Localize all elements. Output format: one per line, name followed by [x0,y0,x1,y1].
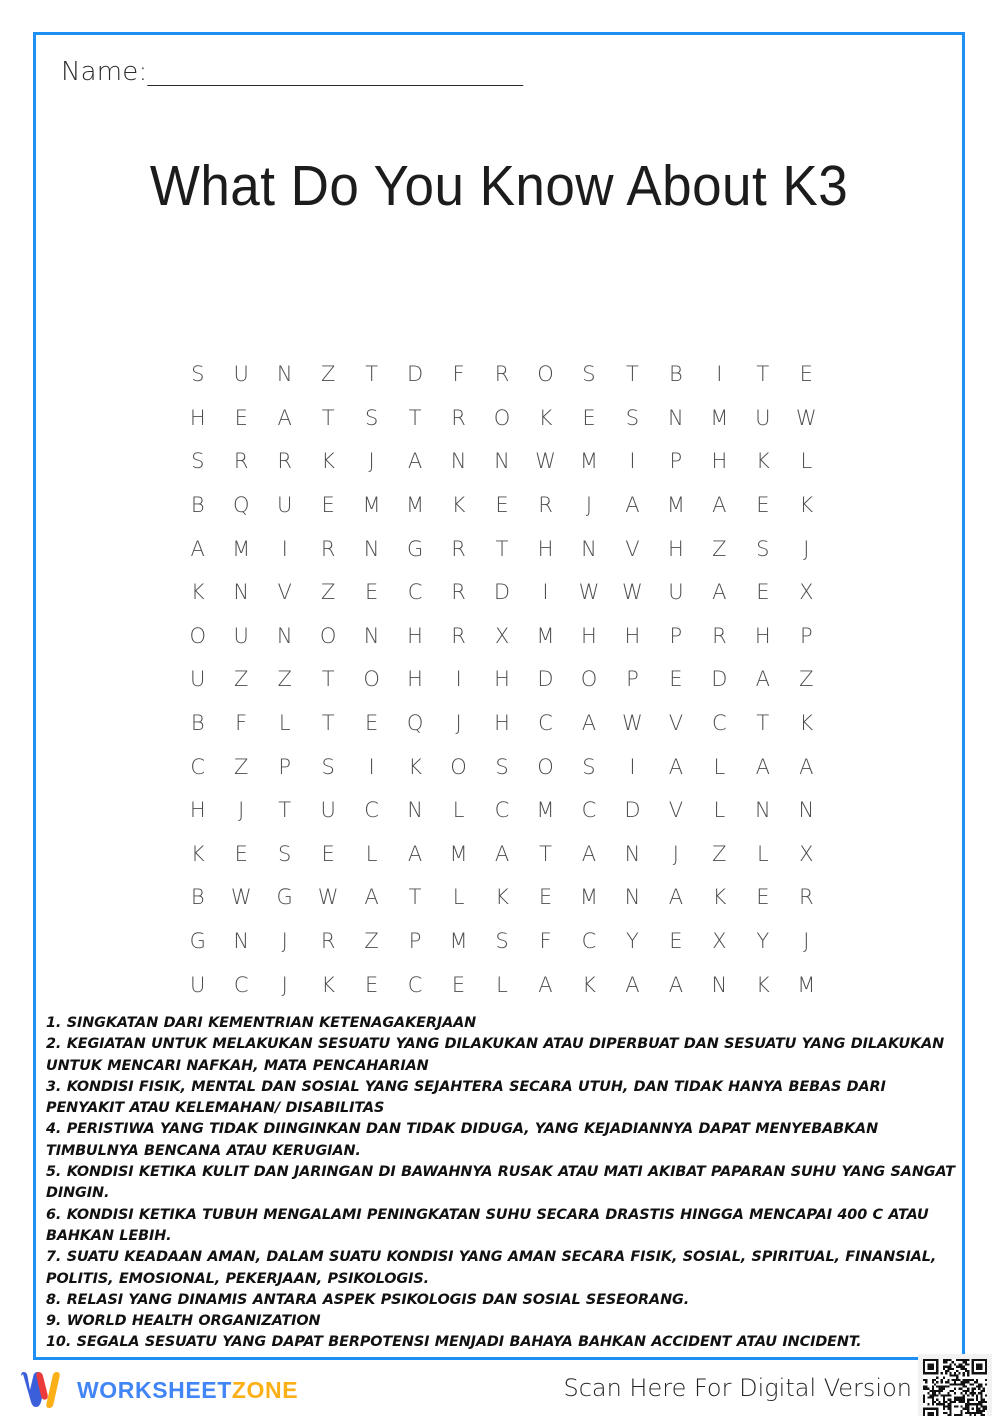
wordsearch-cell[interactable]: Z [234,754,249,779]
name-field-row [61,57,522,87]
wordsearch-cell[interactable]: A [581,841,597,866]
wordsearch-row [176,920,828,964]
wordsearch-cell[interactable]: I [542,580,549,605]
wordsearch-cell[interactable]: C [581,929,597,954]
wordsearch-cell[interactable]: K [495,885,509,910]
wordsearch-cell[interactable]: T [495,536,509,561]
wordsearch-cell[interactable]: S [495,929,509,954]
wordsearch-cell[interactable]: W [795,405,817,430]
wordsearch-cell[interactable]: X [712,929,727,954]
wordsearch-cell[interactable]: Y [626,929,639,954]
wordsearch-cell[interactable]: A [668,754,684,779]
wordsearch-row [176,702,828,746]
wordsearch-cell[interactable]: A [625,493,640,518]
wordsearch-cell[interactable]: U [320,798,336,823]
wordsearch-cell[interactable]: R [494,362,510,387]
wordsearch-cell[interactable]: O [537,754,554,779]
wordsearch-cell[interactable]: E [234,405,248,430]
wordsearch-cell[interactable]: S [321,754,335,779]
wordsearch-cell[interactable]: R [451,536,466,561]
wordsearch-cell[interactable]: U [190,667,206,692]
wordsearch-cell[interactable]: C [407,972,423,997]
wordsearch-cell[interactable]: O [537,362,554,387]
wordsearch-cell[interactable]: H [667,536,684,561]
wordsearch-cell[interactable]: C [712,711,727,736]
page-title: What Do You Know About K3 [149,154,849,218]
wordsearch-cell[interactable]: N [798,798,815,823]
wordsearch-cell[interactable]: Y [756,929,770,954]
wordsearch-cell[interactable]: N [494,449,510,474]
wordsearch-cell[interactable]: S [278,841,292,866]
wordsearch-cell[interactable]: Q [232,493,250,518]
wordsearch-cell[interactable]: T [408,885,422,910]
wordsearch-cell[interactable]: J [281,972,288,997]
qr-code-image [923,1359,987,1416]
wordsearch-cell[interactable]: I [716,362,723,387]
name-label: Name: [61,57,148,87]
wordsearch-cell[interactable]: W [622,580,643,605]
wordsearch-cell[interactable]: Z [234,667,249,692]
wordsearch-cell[interactable]: F [235,711,248,736]
clue-item: 4. PERISTIWA YANG TIDAK DIINGINKAN DAN TIDAK DIDUGA, YANG KEJADIANNYA DAPAT MENYEBABKAN TIMBULNYA BENCANA ATAU KERUGIAN. [46,1121,879,1159]
wordsearch-cell[interactable]: J [238,798,245,823]
wordsearch-cell[interactable]: J [455,711,462,736]
wordsearch-cell[interactable]: C [190,754,206,779]
wordsearch-cell[interactable]: X [799,580,814,605]
wordsearch-cell[interactable]: N [450,449,467,474]
wordsearch-row [176,397,828,441]
wordsearch-cell[interactable]: M [232,536,251,561]
wordsearch-cell[interactable]: O [580,667,598,692]
wordsearch-cell[interactable]: S [756,536,770,561]
wordsearch-cell[interactable]: E [669,667,683,692]
wordsearch-cell[interactable]: E [582,405,596,430]
wordsearch-cell[interactable]: R [233,449,249,474]
name-blank-line[interactable]: ______________________________ [147,57,523,87]
wordsearch-cell[interactable]: P [626,667,639,692]
wordsearch-cell[interactable]: T [756,362,770,387]
wordsearch-cell[interactable]: R [799,885,814,910]
wordsearch-cell[interactable]: I [455,667,462,692]
worksheet-frame [33,32,965,1360]
wordsearch-cell[interactable]: K [190,580,205,605]
wordsearch-cell[interactable]: D [537,667,554,692]
wordsearch-cell[interactable]: D [493,580,511,605]
clue-item: 2. KEGIATAN UNTUK MELAKUKAN SESUATU YANG DILAKUKAN ATAU DIPERBUAT DAN SESUATU YANG DILAKUKAN UNTUK MENCARI NAFKAH, MATA PENCAHARIAN [46,1036,945,1074]
wordsearch-cell[interactable]: F [539,929,552,954]
wordsearch-cell[interactable]: Z [712,536,727,561]
scan-instruction-text: Scan Here For Digital Version [563,1374,912,1402]
clue-item: 6. KONDISI KETIKA TUBUH MENGALAMI PENINGKATAN SUHU SECARA DRASTIS HINGGA MENCAPAI 400 C ATAU BAHKAN LEBIH. [46,1206,929,1244]
wordsearch-cell[interactable]: R [320,536,336,561]
wordsearch-cell[interactable]: N [276,623,293,648]
wordsearch-cell[interactable]: N [276,362,293,387]
wordsearch-cell[interactable]: G [406,536,424,561]
wordsearch-cell[interactable]: A [625,972,640,997]
wordsearch-cell[interactable]: N [754,798,771,823]
wordsearch-cell[interactable]: R [277,449,292,474]
wordsearch-row [176,571,828,615]
wordsearch-cell[interactable]: C [538,711,553,736]
wordsearch-row [176,353,828,397]
wordsearch-cell[interactable]: Z [320,362,336,387]
wordsearch-cell[interactable]: D [406,362,424,387]
wordsearch-cell[interactable]: B [190,711,205,736]
wordsearch-cell[interactable]: C [233,972,249,997]
wordsearch-cell[interactable]: E [451,972,466,997]
wordsearch-cell[interactable]: T [539,841,552,866]
wordsearch-cell[interactable]: T [321,667,335,692]
wordsearch-cell[interactable]: U [276,493,293,518]
wordsearch-cell[interactable]: M [536,623,555,648]
wordsearch-cell[interactable]: K [755,972,770,997]
wordsearch-cell[interactable]: S [625,405,640,430]
wordsearch-cell[interactable]: S [191,449,205,474]
wordsearch-cell[interactable]: K [190,841,205,866]
wordsearch-cell[interactable]: W [535,449,556,474]
wordsearch-cell[interactable]: E [321,493,335,518]
wordsearch-cell[interactable]: K [712,885,727,910]
wordsearch-cell[interactable]: X [799,841,814,866]
wordsearch-cell[interactable]: N [233,580,250,605]
wordsearch-cell[interactable]: N [363,536,380,561]
wordsearch-cell[interactable]: M [406,493,425,518]
wordsearch-cell[interactable]: H [581,623,597,648]
wordsearch-cell[interactable]: E [669,929,683,954]
wordsearch-cell[interactable]: H [754,623,771,648]
wordsearch-row [176,658,828,702]
wordsearch-cell[interactable]: K [408,754,422,779]
wordsearch-cell[interactable]: R [712,623,727,648]
wordsearch-cell[interactable]: M [362,493,381,518]
wordsearch-cell[interactable]: R [451,405,466,430]
wordsearch-cell[interactable]: A [799,754,814,779]
wordsearch-cell[interactable]: W [578,580,600,605]
wordsearch-row [176,484,828,528]
wordsearch-cell[interactable]: L [713,754,726,779]
wordsearch-cell[interactable]: D [711,667,728,692]
wordsearch-cell[interactable]: H [407,623,423,648]
logo-w-icon [20,1370,66,1410]
wordsearch-cell[interactable]: E [756,885,770,910]
wordsearch-cell[interactable]: U [233,623,249,648]
wordsearch-cell[interactable]: L [713,798,726,823]
wordsearch-row [176,745,828,789]
wordsearch-cell[interactable]: Z [320,580,336,605]
wordsearch-cell[interactable]: B [669,362,683,387]
wordsearch-cell[interactable]: P [278,754,291,779]
wordsearch-cell[interactable]: T [321,711,335,736]
wordsearch-cell[interactable]: P [669,449,683,474]
wordsearch-cell[interactable]: E [756,493,770,518]
wordsearch-cell[interactable]: E [799,362,813,387]
wordsearch-cell[interactable]: K [538,405,553,430]
wordsearch-cell[interactable]: E [756,580,770,605]
wordsearch-cell[interactable]: A [407,841,423,866]
wordsearch-cell[interactable]: M [449,929,468,954]
wordsearch-cell[interactable]: E [321,841,335,866]
wordsearch-cell[interactable]: O [189,623,206,648]
wordsearch-cell[interactable]: D [624,798,641,823]
wordsearch-cell[interactable]: M [449,841,468,866]
clue-item: 7. SUATU KEADAAN AMAN, DALAM SUATU KONDISI YANG AMAN SECARA FISIK, SOSIAL, SPIRITUAL, FINANSIAL, POLITIS, EMOSIONAL, PEKERJAAN, PSIKOLOGIS. [46,1249,937,1287]
wordsearch-cell[interactable]: A [712,580,727,605]
clue-item: 3. KONDISI FISIK, MENTAL DAN SOSIAL YANG SEJAHTERA SECARA UTUH, DAN TIDAK HANYA BEBAS DARI PENYAKIT ATAU KELEMAHAN/ DISABILITAS [46,1078,886,1117]
wordsearch-cell[interactable]: E [364,972,379,997]
wordsearch-cell[interactable]: Q [406,711,424,736]
wordsearch-cell[interactable]: A [755,754,771,779]
wordsearch-cell[interactable]: T [756,711,770,736]
wordsearch-row [176,963,828,1007]
wordsearch-cell[interactable]: A [581,711,597,736]
wordsearch-cell[interactable]: C [364,798,379,823]
wordsearch-cell[interactable]: S [364,405,379,430]
wordsearch-cell[interactable]: V [625,536,640,561]
wordsearch-cell[interactable]: O [450,754,467,779]
wordsearch-cell[interactable]: T [626,362,639,387]
wordsearch-cell[interactable]: T [408,405,422,430]
wordsearch-row [176,527,828,571]
wordsearch-cell[interactable]: G [276,885,293,910]
logo-wordmark-secondary: ZONE [231,1376,299,1403]
wordsearch-cell[interactable]: K [799,493,814,518]
wordsearch-row [176,440,828,484]
wordsearch-cell[interactable]: V [668,711,684,736]
wordsearch-cell[interactable]: H [189,798,206,823]
wordsearch-cell[interactable]: P [669,623,683,648]
wordsearch-cell[interactable]: V [668,798,684,823]
wordsearch-cell[interactable]: R [451,623,466,648]
wordsearch-cell[interactable]: P [408,929,422,954]
wordsearch-cell[interactable]: J [803,929,810,954]
wordsearch-cell[interactable]: Z [277,667,292,692]
clue-item: 5. KONDISI KETIKA KULIT DAN JARINGAN DI BAWAHNYA RUSAK ATAU MATI AKIBAT PAPARAN SUHU YANG SANGAT DINGIN. [46,1164,955,1202]
wordsearch-cell[interactable]: K [755,449,770,474]
wordsearch-cell[interactable]: T [321,405,335,430]
wordsearch-cell[interactable]: B [190,885,205,910]
wordsearch-cell[interactable]: L [452,798,465,823]
logo-wordmark-primary: WORKSHEET [77,1376,232,1403]
qr-code[interactable] [918,1354,992,1416]
wordsearch-cell[interactable]: M [579,885,599,910]
wordsearch-cell[interactable]: W [317,885,339,910]
wordsearch-cell[interactable]: M [536,798,555,823]
wordsearch-cell[interactable]: X [494,623,510,648]
wordsearch-cell[interactable]: J [368,449,375,474]
wordsearch-cell[interactable]: A [190,536,205,561]
wordsearch-cell[interactable]: I [368,754,375,779]
wordsearch-cell[interactable]: S [495,754,509,779]
wordsearch-cell[interactable]: W [622,711,643,736]
wordsearch-cell[interactable]: E [364,580,379,605]
wordsearch-cell[interactable]: F [452,362,465,387]
wordsearch-cell[interactable]: K [321,449,336,474]
wordsearch-cell[interactable]: N [668,405,684,430]
wordsearch-cell[interactable]: K [582,972,596,997]
wordsearch-cell[interactable]: E [234,841,248,866]
wordsearch-cell[interactable]: K [451,493,466,518]
wordsearch-cell[interactable]: A [712,493,727,518]
wordsearch-cell[interactable]: H [189,405,206,430]
wordsearch-cell[interactable]: H [494,667,510,692]
wordsearch-cell[interactable]: N [624,885,641,910]
wordsearch-cell[interactable]: N [581,536,597,561]
wordsearch-cell[interactable]: L [278,711,291,736]
logo-wordmark [77,1377,298,1404]
page-footer [0,1362,1000,1416]
wordsearch-cell[interactable]: R [538,493,553,518]
wordsearch-cell[interactable]: M [710,405,729,430]
wordsearch-cell[interactable]: C [494,798,510,823]
wordsearch-cell[interactable]: J [585,493,593,518]
wordsearch-cell[interactable]: A [494,841,510,866]
wordsearch-cell[interactable]: G [189,929,206,954]
clue-list [42,1013,964,1354]
wordsearch-cell[interactable]: L [496,972,508,997]
wordsearch-cell[interactable]: J [672,841,679,866]
wordsearch-cell[interactable]: M [797,972,816,997]
wordsearch-cell[interactable]: Z [364,929,379,954]
wordsearch-cell[interactable]: C [407,580,423,605]
wordsearch-cell[interactable]: N [624,841,641,866]
wordsearch-cell[interactable]: K [799,711,814,736]
wordsearch-cell[interactable]: M [666,493,685,518]
wordsearch-grid[interactable] [176,353,828,1007]
wordsearch-cell[interactable]: U [233,362,249,387]
wordsearch-cell[interactable]: U [668,580,684,605]
wordsearch-cell[interactable]: T [365,362,379,387]
wordsearch-cell[interactable]: S [582,362,596,387]
wordsearch-cell[interactable]: P [799,623,813,648]
wordsearch-cell[interactable]: A [755,667,771,692]
clue-item: 1. SINGKATAN DARI KEMENTRIAN KETENAGAKERJAAN [46,1015,477,1031]
wordsearch-cell[interactable]: A [364,885,379,910]
wordsearch-cell[interactable]: S [582,754,596,779]
wordsearch-cell[interactable]: A [668,972,684,997]
wordsearch-cell[interactable]: H [494,711,510,736]
wordsearch-row [176,876,828,920]
wordsearch-cell[interactable]: C [581,798,597,823]
wordsearch-cell[interactable]: N [363,623,380,648]
wordsearch-cell[interactable]: O [493,405,511,430]
wordsearch-cell[interactable]: O [363,667,380,692]
wordsearch-cell[interactable]: V [277,580,292,605]
wordsearch-cell[interactable]: E [538,885,553,910]
wordsearch-cell[interactable]: H [407,667,423,692]
wordsearch-cell[interactable]: T [278,798,292,823]
wordsearch-cell[interactable]: A [277,405,292,430]
wordsearch-cell[interactable]: M [579,449,599,474]
wordsearch-cell[interactable]: N [711,972,728,997]
wordsearch-cell[interactable]: H [537,536,554,561]
wordsearch-cell[interactable]: N [233,929,250,954]
wordsearch-cell[interactable]: A [407,449,423,474]
wordsearch-row [176,615,828,659]
wordsearch-cell[interactable]: Z [712,841,727,866]
wordsearch-cell[interactable]: E [364,711,379,736]
wordsearch-cell[interactable]: S [191,362,205,387]
wordsearch-cell[interactable]: U [755,405,771,430]
wordsearch-cell[interactable]: H [624,623,641,648]
worksheetzone-logo[interactable] [20,1370,298,1410]
wordsearch-cell[interactable]: L [800,449,813,474]
wordsearch-cell[interactable]: A [668,885,684,910]
wordsearch-cell[interactable]: I [629,449,636,474]
wordsearch-row [176,789,828,833]
wordsearch-cell[interactable]: L [452,885,465,910]
clue-item: 10. SEGALA SESUATU YANG DAPAT BERPOTENSI MENJADI BAHAYA BAHKAN ACCIDENT ATAU INCIDENT. [46,1334,862,1351]
wordsearch-cell[interactable]: K [321,972,336,997]
wordsearch-cell[interactable]: W [230,885,252,910]
clue-item: 9. WORLD HEALTH ORGANIZATION [46,1313,321,1330]
wordsearch-cell[interactable]: R [320,929,336,954]
wordsearch-cell[interactable]: H [711,449,728,474]
wordsearch-cell[interactable]: J [803,536,810,561]
wordsearch-cell[interactable]: B [190,493,205,518]
wordsearch-cell[interactable]: Z [799,667,814,692]
wordsearch-row [176,833,828,877]
wordsearch-cell[interactable]: R [451,580,466,605]
wordsearch-cell[interactable]: U [190,972,206,997]
wordsearch-cell[interactable]: N [407,798,423,823]
wordsearch-cell[interactable]: I [281,536,288,561]
wordsearch-cell[interactable]: L [365,841,378,866]
wordsearch-cell[interactable]: I [629,754,636,779]
wordsearch-cell[interactable]: L [756,841,769,866]
wordsearch-cell[interactable]: A [538,972,553,997]
clue-item: 8. RELASI YANG DINAMIS ANTARA ASPEK PSIKOLOGIS DAN SOSIAL SESEORANG. [46,1291,690,1308]
wordsearch-cell[interactable]: J [281,929,288,954]
wordsearch-cell[interactable]: O [319,623,337,648]
wordsearch-cell[interactable]: E [495,493,509,518]
